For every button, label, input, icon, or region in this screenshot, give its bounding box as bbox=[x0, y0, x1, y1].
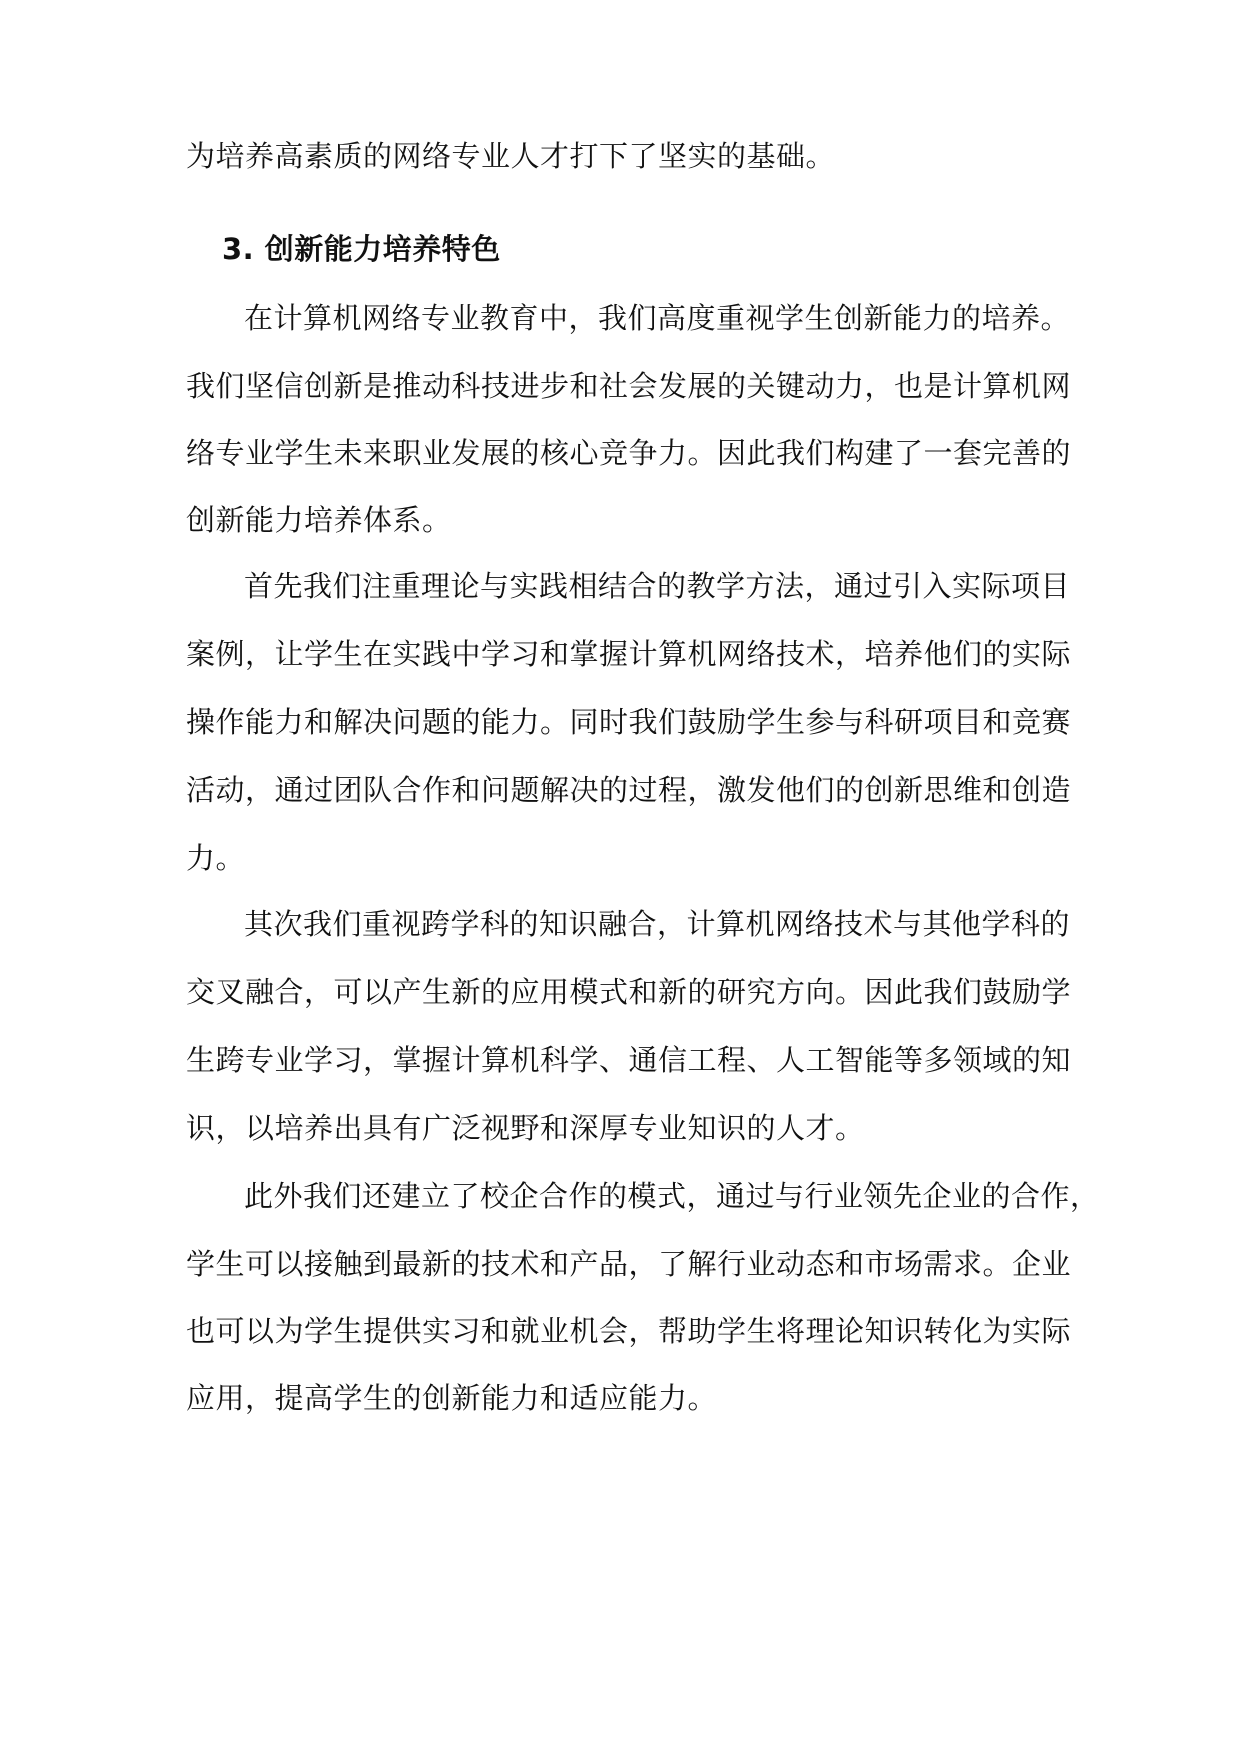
paragraph-line: 我们坚信创新是推动科技进步和社会发展的关键动力，也是计算机网 bbox=[186, 369, 1072, 403]
paragraph-line: 应用，提高学生的创新能力和适应能力。 bbox=[186, 1381, 718, 1415]
paragraph-line: 首先我们注重理论与实践相结合的教学方法，通过引入实际项目 bbox=[244, 569, 1071, 603]
section-heading: 3. 创新能力培养特色 bbox=[222, 232, 501, 266]
paragraph-line: 此外我们还建立了校企合作的模式，通过与行业领先企业的合作， bbox=[244, 1179, 1100, 1213]
paragraph-line: 也可以为学生提供实习和就业机会，帮助学生将理论知识转化为实际 bbox=[186, 1314, 1072, 1348]
paragraph-line: 活动，通过团队合作和问题解决的过程，激发他们的创新思维和创造 bbox=[186, 773, 1072, 807]
paragraph-line: 案例，让学生在实践中学习和掌握计算机网络技术，培养他们的实际 bbox=[186, 637, 1072, 671]
paragraph-line: 交叉融合，可以产生新的应用模式和新的研究方向。因此我们鼓励学 bbox=[186, 975, 1072, 1009]
paragraph-line: 力。 bbox=[186, 841, 246, 875]
paragraph-line: 创新能力培养体系。 bbox=[186, 503, 452, 537]
paragraph-line: 络专业学生未来职业发展的核心竞争力。因此我们构建了一套完善的 bbox=[186, 436, 1072, 470]
paragraph-line: 其次我们重视跨学科的知识融合，计算机网络技术与其他学科的 bbox=[244, 907, 1071, 941]
paragraph-line: 生跨专业学习，掌握计算机科学、通信工程、人工智能等多领域的知 bbox=[186, 1043, 1072, 1077]
continuation-line: 为培养高素质的网络专业人才打下了坚实的基础。 bbox=[186, 139, 836, 173]
paragraph-line: 在计算机网络专业教育中，我们高度重视学生创新能力的培养。 bbox=[244, 301, 1071, 335]
paragraph-line: 操作能力和解决问题的能力。同时我们鼓励学生参与科研项目和竞赛 bbox=[186, 705, 1072, 739]
paragraph-line: 识，以培养出具有广泛视野和深厚专业知识的人才。 bbox=[186, 1111, 865, 1145]
paragraph-line: 学生可以接触到最新的技术和产品，了解行业动态和市场需求。企业 bbox=[186, 1247, 1072, 1281]
